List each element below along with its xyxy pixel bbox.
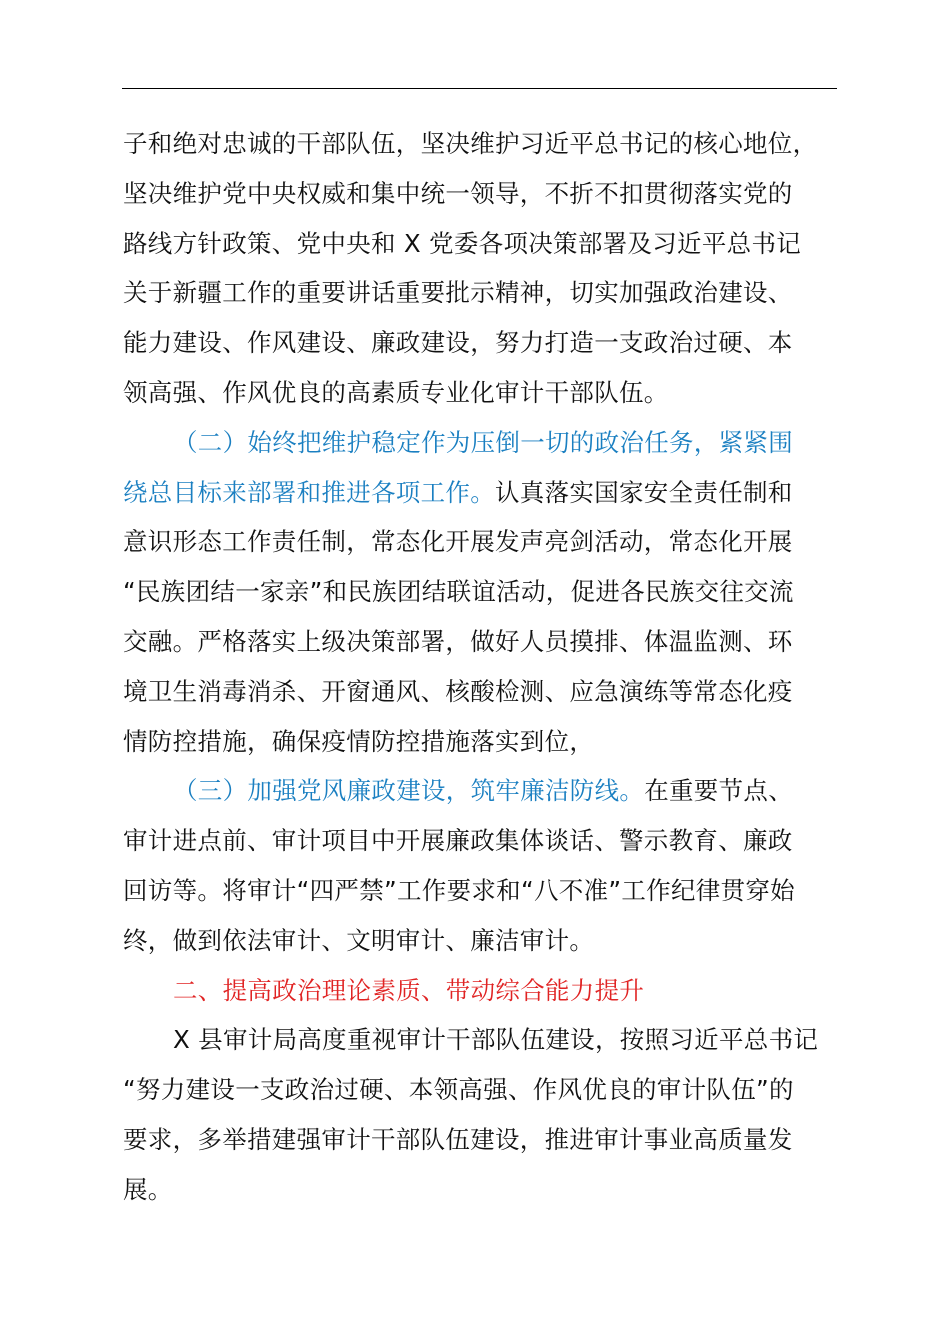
subheading-2: （二）始终把维护稳定作为压倒一切的政治任务，紧紧围 bbox=[173, 427, 793, 457]
text-line: “民族团结一家亲”和民族团结联谊活动，促进各民族交往交流 bbox=[123, 577, 794, 607]
text-line: 终，做到依法审计、文明审计、廉洁审计。 bbox=[123, 925, 595, 955]
text-line: “努力建设一支政治过硬、本领高强、作风优良的审计队伍”的 bbox=[123, 1075, 794, 1105]
text-fragment: 认真落实国家安全责任制和 bbox=[495, 477, 793, 507]
paragraph-1 bbox=[123, 119, 838, 418]
text-line: 坚决维护党中央权威和集中统一领导，不折不扣贯彻落实党的 bbox=[123, 178, 793, 208]
text-line: 子和绝对忠诚的干部队伍，坚决维护习近平总书记的核心地位， bbox=[123, 129, 818, 158]
text-line: X 县审计局高度重视审计干部队伍建设，按照习近平总书记 bbox=[173, 1025, 819, 1055]
text-fragment: 在重要节点、 bbox=[644, 776, 794, 806]
document-body bbox=[123, 119, 838, 1215]
paragraph-4 bbox=[123, 1015, 838, 1214]
subheading-3: （三）加强党风廉政建设，筑牢廉洁防线。 bbox=[173, 776, 645, 806]
text-line: 展。 bbox=[123, 1174, 173, 1204]
text-line: 路线方针政策、党中央和 X 党委各项决策部署及习近平总书记 bbox=[123, 228, 802, 258]
section-2-heading: 二、提高政治理论素质、带动综合能力提升 bbox=[173, 975, 645, 1005]
text-line: 审计进点前、审计项目中开展廉政集体谈话、警示教育、廉政 bbox=[123, 826, 793, 856]
text-line: 领高强、作风优良的高素质专业化审计干部队伍。 bbox=[123, 377, 669, 407]
text-line bbox=[123, 468, 838, 518]
text-line: 回访等。将审计“四严禁”工作要求和“八不准”工作纪律贯穿始 bbox=[123, 875, 795, 905]
paragraph-2 bbox=[123, 418, 838, 767]
subheading-2-continued: 绕总目标来部署和推进各项工作。 bbox=[123, 477, 495, 507]
text-line: 意识形态工作责任制，常态化开展发声亮剑活动，常态化开展 bbox=[123, 527, 793, 557]
text-line bbox=[123, 766, 838, 816]
section-heading bbox=[123, 966, 838, 1016]
text-line: 情防控措施，确保疫情防控措施落实到位， bbox=[123, 726, 595, 756]
text-line: 要求，多举措建强审计干部队伍建设，推进审计事业高质量发 bbox=[123, 1124, 793, 1154]
text-line: 境卫生消毒消杀、开窗通风、核酸检测、应急演练等常态化疫 bbox=[123, 676, 793, 706]
paragraph-3 bbox=[123, 766, 838, 965]
header-rule bbox=[122, 88, 837, 89]
text-line: 交融。严格落实上级决策部署，做好人员摸排、体温监测、环 bbox=[123, 626, 793, 656]
text-line: 关于新疆工作的重要讲话重要批示精神，切实加强政治建设、 bbox=[123, 278, 793, 308]
text-line: 能力建设、作风建设、廉政建设，努力打造一支政治过硬、本 bbox=[123, 328, 793, 358]
